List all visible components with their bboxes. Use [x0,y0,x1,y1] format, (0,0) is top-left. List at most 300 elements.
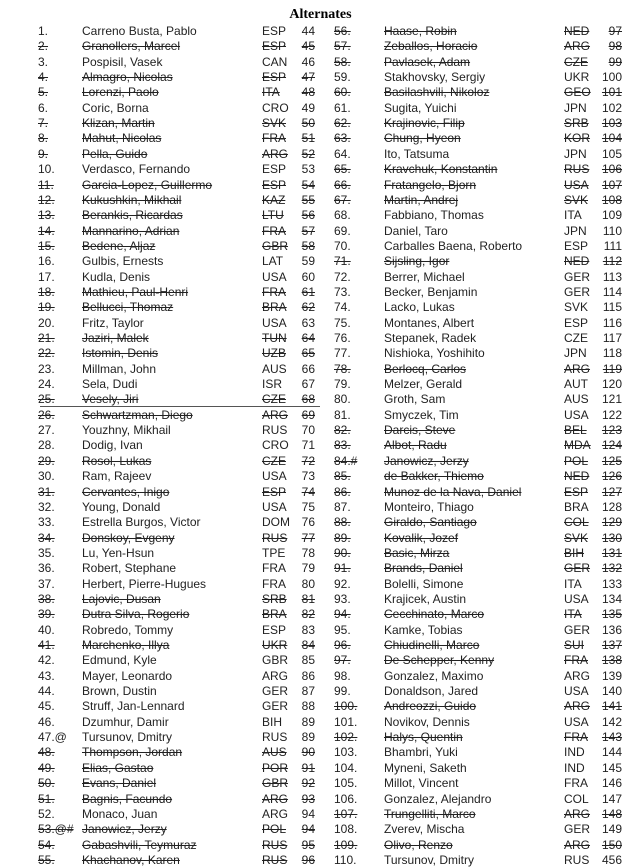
player-name: Krajinovic, Filip [384,116,465,131]
seed-number: 98. [334,668,351,683]
player-name: Sijsling, Igor [384,254,450,269]
seed-number: 42. [38,653,55,668]
country-code: CZE [564,331,588,345]
country-code: USA [564,714,589,729]
player-name: Thompson, Jordan [82,745,183,760]
player-rank: 148 [601,806,622,821]
country-code: BEL [564,423,587,438]
seed-number: 46. [38,714,55,729]
country-code: IND [564,745,585,760]
seed-number: 12. [38,192,55,207]
country-code: CRO [262,100,289,115]
player-name: Young, Donald [82,499,161,514]
player-rank: 73 [301,469,315,484]
country-code: GER [564,561,591,576]
seed-number: 107. [334,806,358,821]
player-rank: 44 [301,24,315,38]
player-rank: 88 [301,699,315,714]
player-name: Pella, Guido [82,146,148,161]
country-code: ESP [262,177,287,192]
seed-number: 49. [38,760,55,775]
seed-number: 8. [38,131,49,146]
country-code: FRA [564,776,588,791]
player-name: Darcis, Steve [384,423,456,438]
seed-number: 23. [38,361,55,376]
player-name: Estrella Burgos, Victor [82,515,201,530]
player-name: Vesely, Jiri [82,392,139,407]
seed-number: 34. [38,530,55,545]
seed-number: 22. [38,346,55,361]
player-rank: 144 [601,745,622,760]
seed-number: 72. [334,269,351,284]
seed-number: 35. [38,545,55,560]
player-name: Trungelliti, Marco [384,806,476,821]
country-code: ARG [262,791,289,806]
player-rank: 101 [601,85,622,100]
player-name: Martin, Andrej [384,192,459,207]
seed-number: 52. [38,806,55,821]
player-name: Marchenko, Illya [82,638,170,652]
seed-number: 109. [334,837,358,852]
country-code: KOR [564,131,591,146]
seed-number: 11. [38,177,54,192]
seed-number: 67. [334,192,351,207]
player-name: Groth, Sam [384,392,446,407]
country-code: NED [564,24,590,38]
player-name: Becker, Benjamin [384,284,478,299]
seed-number: 40. [38,622,55,637]
player-name: Mahut, Nicolas [82,131,162,146]
seed-number: 13. [38,208,55,223]
player-rank: 113 [602,269,622,284]
seed-number: 84.# [334,453,358,468]
player-name: Sugita, Yuichi [384,100,457,115]
seed-number: 97. [334,653,351,668]
seed-number: 31. [38,484,55,499]
player-name: Sela, Dudi [82,377,138,392]
seed-number: 37. [38,576,55,591]
player-rank: 57 [301,223,315,238]
player-rank: 59 [301,254,315,269]
player-name: Mannarino, Adrian [82,223,180,238]
seed-number: 51. [38,791,55,806]
player-rank: 94 [301,806,315,821]
seed-number: 7. [38,116,49,131]
player-rank: 150 [601,837,622,852]
player-name: Kovalik, Jozef [384,530,459,545]
seed-number: 5. [38,85,49,100]
country-code: AUS [564,392,589,407]
player-rank: 82 [301,607,315,622]
country-code: RUS [262,730,288,745]
seed-number: 88. [334,515,351,530]
seed-number: 83. [334,438,351,453]
player-name: Olivo, Renzo [384,837,453,852]
player-name: Robredo, Tommy [82,622,174,637]
player-name: Jaziri, Malek [82,331,149,345]
country-code: CZE [262,453,286,468]
country-code: POL [262,822,287,837]
country-code: IND [564,760,585,775]
seed-number: 48. [38,745,55,760]
seed-number: 45. [38,699,55,714]
seed-number: 78. [334,361,351,376]
seed-number: 28. [38,438,55,453]
country-code: ARG [564,39,591,54]
country-code: SVK [262,116,287,131]
player-name: Edmund, Kyle [82,653,157,668]
seed-number: 89. [334,530,351,545]
seed-number: 54. [38,837,55,852]
country-code: AUS [262,745,287,760]
country-code: RUS [564,162,590,177]
player-rank: 90 [301,745,315,760]
seed-number: 55. [38,852,55,867]
player-name: Montanes, Albert [384,315,475,330]
player-rank: 83 [301,622,315,637]
seed-number: 63. [334,131,351,146]
seed-number: 33. [38,515,55,530]
country-code: GBR [262,776,289,791]
seed-number: 1. [38,24,49,38]
seed-number: 66. [334,177,351,192]
seed-number: 65. [334,162,351,177]
seed-number: 106. [334,791,358,806]
player-rank: 62 [301,300,315,315]
seed-number: 85. [334,469,351,484]
country-code: JPN [564,100,587,115]
seed-number: 50. [38,776,55,791]
player-rank: 145 [601,760,622,775]
player-name: Chung, Hyeon [384,131,461,146]
seed-number: 92. [334,576,351,591]
player-name: Klizan, Martin [82,116,155,131]
player-rank: 68 [301,392,315,407]
player-name: Almagro, Nicolas [82,70,173,85]
player-rank: 111 [603,238,622,253]
player-rank: 96 [301,852,315,867]
player-name: Youzhny, Mikhail [82,423,171,438]
seed-number: 62. [334,116,351,131]
player-rank: 110 [602,223,622,238]
player-rank: 91 [301,760,315,775]
country-code: RUS [262,837,288,852]
seed-number: 21. [38,331,55,345]
country-code: TPE [262,545,286,560]
player-name: Bedene, Aljaz [82,238,156,253]
seed-number: 26. [38,407,55,422]
player-rank: 134 [601,591,622,606]
player-name: Andreozzi, Guido [384,699,477,714]
player-rank: 63 [301,315,315,330]
player-rank: 74 [301,484,315,499]
player-rank: 80 [301,576,315,591]
player-name: Millot, Vincent [384,776,459,791]
seed-number: 10. [38,162,55,177]
player-rank: 78 [301,545,315,560]
seed-number: 91. [334,561,351,576]
player-rank: 46 [301,54,315,69]
player-rank: 129 [601,515,622,530]
country-code: GER [564,269,591,284]
seed-number: 59. [334,70,351,85]
player-rank: 132 [601,561,622,576]
seed-number: 36. [38,561,55,576]
seed-number: 81. [334,407,351,422]
player-name: Zverev, Mischa [384,822,465,837]
player-name: Bellucci, Thomaz [82,300,174,315]
player-rank: 115 [602,300,622,315]
seed-number: 27. [38,423,55,438]
country-code: BIH [564,545,585,560]
seed-number: 20. [38,315,55,330]
country-code: CAN [262,54,288,69]
seed-number: 56. [334,24,351,38]
player-name: Garcia-Lopez, Guillermo [82,177,213,192]
seed-number: 77. [334,346,351,361]
country-code: JPN [564,346,587,361]
player-rank: 67 [301,377,315,392]
country-code: USA [262,269,287,284]
country-code: SUI [564,638,585,652]
player-name: Millman, John [82,361,157,376]
country-code: JPN [564,146,587,161]
player-name: Chiudinelli, Marco [384,638,480,652]
country-code: BIH [262,714,283,729]
country-code: RUS [262,852,288,867]
country-code: COL [564,515,589,530]
country-code: USA [262,469,287,484]
player-rank: 140 [601,684,622,699]
seed-number: 68. [334,208,351,223]
country-code: RUS [262,423,288,438]
player-rank: 100 [601,70,622,85]
player-rank: 112 [602,254,622,269]
seed-number: 86. [334,484,351,499]
player-name: Carreno Busta, Pablo [82,24,197,38]
player-name: Herbert, Pierre-Hugues [82,576,207,591]
player-name: Rosol, Lukas [82,453,152,468]
seed-number: 70. [334,238,351,253]
country-code: GBR [262,653,289,668]
country-code: ARG [262,407,289,422]
player-rank: 104 [601,131,622,146]
country-code: GEO [564,85,591,100]
country-code: POR [262,760,289,775]
country-code: RUS [262,530,288,545]
player-name: Smyczek, Tim [384,407,459,422]
player-rank: 136 [601,622,622,637]
player-rank: 99 [608,54,622,69]
player-rank: 125 [601,453,622,468]
seed-number: 110. [334,852,357,867]
player-name: Janowicz, Jerzy [384,453,469,468]
seed-number: 43. [38,668,55,683]
country-code: ISR [262,377,283,392]
player-rank: 61 [301,284,315,299]
country-code: ARG [262,806,289,821]
player-rank: 130 [601,530,622,545]
seed-number: 30. [38,469,55,484]
player-rank: 127 [601,484,622,499]
player-rank: 53 [301,162,315,177]
player-name: Istomin, Denis [82,346,159,361]
country-code: FRA [564,730,588,745]
country-code: FRA [564,653,588,668]
player-rank: 135 [601,607,622,622]
player-rank: 117 [602,331,622,345]
player-name: Nishioka, Yoshihito [384,346,485,361]
seed-number: 69. [334,223,351,238]
player-rank: 456 [601,852,622,867]
country-code: BRA [564,499,589,514]
seed-number: 74. [334,300,351,315]
seed-number: 101. [334,714,358,729]
country-code: SVK [564,530,589,545]
player-name: Kukushkin, Mikhail [82,192,182,207]
player-rank: 45 [301,39,315,54]
seed-number: 9. [38,146,49,161]
player-name: Donaldson, Jared [384,684,479,699]
player-name: Dodig, Ivan [82,438,143,453]
country-code: GER [564,284,591,299]
seed-number: 93. [334,591,351,606]
player-name: Pospisil, Vasek [82,54,163,69]
player-name: Mathieu, Paul-Henri [82,284,189,299]
player-name: Novikov, Dennis [384,714,470,729]
player-name: Brown, Dustin [82,684,157,699]
player-name: Lu, Yen-Hsun [82,545,155,560]
seed-number: 96. [334,638,351,652]
player-rank: 149 [601,822,622,837]
country-code: GER [262,699,289,714]
seed-number: 61. [334,100,351,115]
country-code: USA [262,315,287,330]
country-code: USA [564,684,589,699]
seed-number: 47.@ [38,730,67,745]
seed-number: 6. [38,100,49,115]
seed-number: 99. [334,684,351,699]
player-rank: 60 [301,269,315,284]
country-code: CZE [564,54,588,69]
country-code: SRB [262,591,287,606]
player-name: Janowicz, Jerzy [82,822,167,837]
seed-number: 3. [38,54,49,69]
player-rank: 76 [301,515,315,530]
seed-number: 4. [38,70,49,85]
player-rank: 58 [301,238,315,253]
player-name: de Bakker, Thiemo [384,469,484,484]
player-rank: 71 [301,438,315,453]
country-code: ITA [564,208,582,223]
player-rank: 119 [602,361,622,376]
player-name: Lorenzi, Paolo [82,85,159,100]
player-name: Albot, Radu [384,438,447,453]
country-code: TUN [262,331,287,345]
player-rank: 66 [301,361,315,376]
seed-number: 105. [334,776,358,791]
player-rank: 93 [301,791,315,806]
seed-number: 57. [334,39,351,54]
country-code: GBR [262,238,289,253]
player-rank: 123 [601,423,622,438]
player-name: Bagnis, Facundo [82,791,173,806]
player-name: Kudla, Denis [82,269,151,284]
seed-number: 24. [38,377,55,392]
seed-number: 94. [334,607,351,622]
player-rank: 108 [601,192,622,207]
player-name: Fabbiano, Thomas [384,208,484,223]
player-rank: 49 [301,100,315,115]
country-code: RUS [564,852,590,867]
player-name: Tursunov, Dmitry [82,730,173,745]
seed-number: 41. [38,638,55,652]
country-code: SRB [564,116,589,131]
player-rank: 138 [601,653,622,668]
player-rank: 107 [601,177,622,192]
player-rank: 120 [601,377,622,392]
player-rank: 86 [301,668,315,683]
player-name: Pavlasek, Adam [384,54,471,69]
country-code: COL [564,791,589,806]
player-name: Dzumhur, Damir [82,714,169,729]
player-rank: 114 [602,284,622,299]
player-rank: 77 [301,530,315,545]
player-rank: 126 [601,469,622,484]
seed-number: 100. [334,699,358,714]
country-code: BRA [262,607,287,622]
seed-number: 29. [38,453,55,468]
country-code: ARG [564,837,591,852]
player-name: Donskoy, Evgeny [82,530,175,545]
country-code: ARG [262,146,289,161]
player-rank: 81 [301,591,315,606]
player-name: Khachanov, Karen [82,852,180,867]
country-code: ESP [262,70,287,85]
player-rank: 106 [601,162,622,177]
player-name: Gonzalez, Maximo [384,668,484,683]
country-code: ESP [262,39,287,54]
country-code: LTU [262,208,284,223]
player-name: Elias, Gastao [82,760,154,775]
country-code: ESP [564,484,589,499]
seed-number: 71. [334,254,351,269]
country-code: CZE [262,392,286,407]
player-rank: 103 [601,116,622,131]
player-name: Coric, Borna [82,100,149,115]
seed-number: 38. [38,591,55,606]
country-code: UKR [262,638,288,652]
player-rank: 122 [601,407,622,422]
country-code: USA [564,591,589,606]
player-name: Bolelli, Simone [384,576,464,591]
player-name: Tursunov, Dmitry [384,852,475,867]
country-code: ITA [564,576,582,591]
country-code: ARG [564,699,591,714]
player-name: Robert, Stephane [82,561,177,576]
seed-number: 108. [334,822,358,837]
player-rank: 75 [301,499,315,514]
player-name: Gonzalez, Alejandro [384,791,492,806]
country-code: CRO [262,438,289,453]
player-name: Cervantes, Inigo [82,484,170,499]
seed-number: 14. [38,223,55,238]
country-code: FRA [262,576,286,591]
country-code: GER [564,622,591,637]
player-name: Gulbis, Ernests [82,254,164,269]
seed-number: 82. [334,423,351,438]
player-rank: 133 [601,576,622,591]
